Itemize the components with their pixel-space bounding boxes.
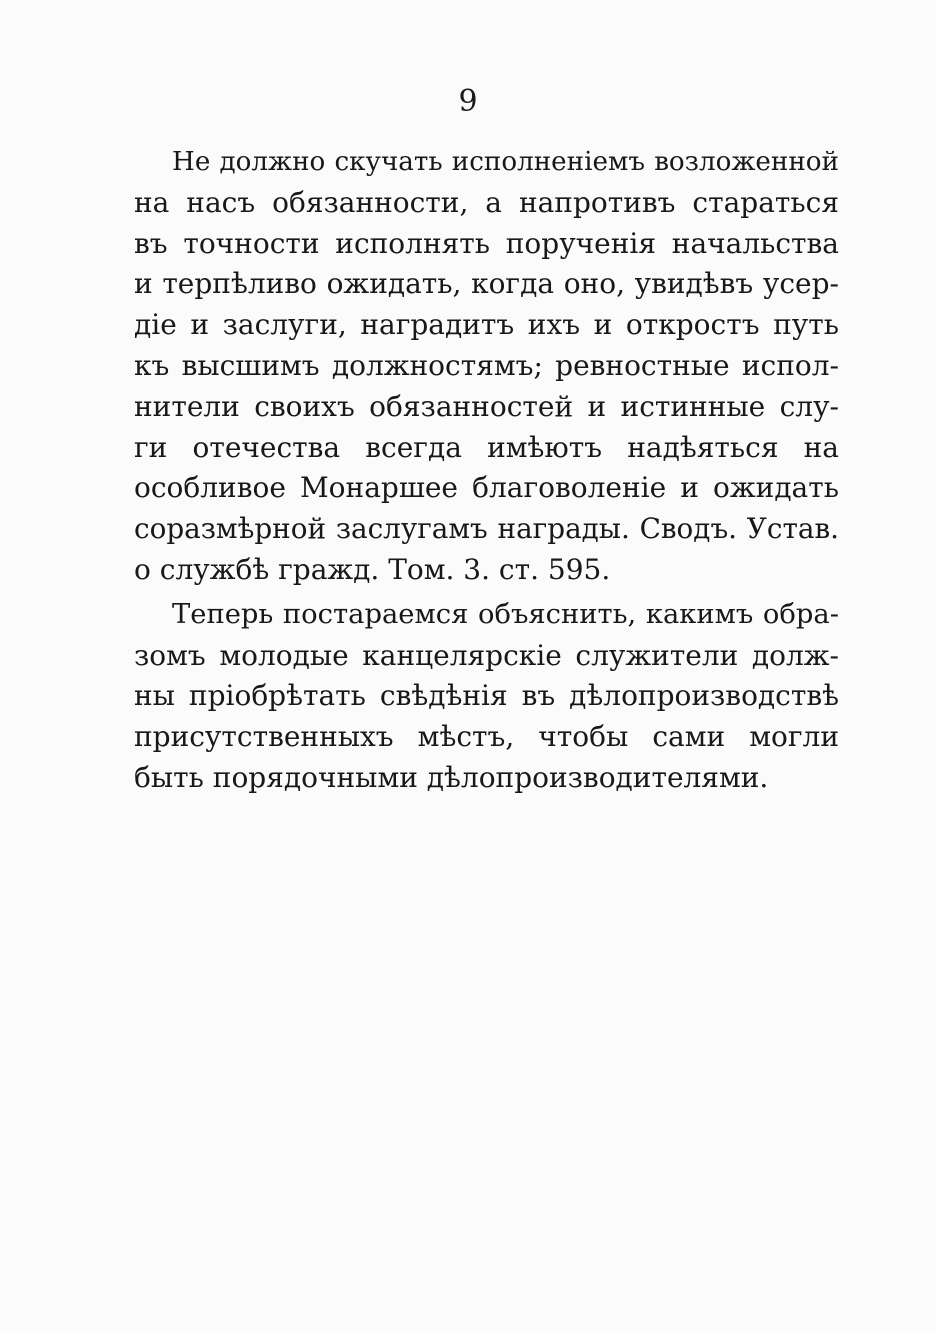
text-line: Теперь постараемся объяснить, какимъ обра-: [172, 598, 839, 630]
text-line: Не должно скучать исполненіемъ возложенной: [172, 147, 839, 177]
text-line: ги отечества всегда имѣютъ надѣяться на: [134, 430, 839, 464]
paragraph-1: [134, 142, 839, 591]
text-line: о службѣ гражд. Том. 3. ст. 595.: [134, 552, 611, 586]
text-line: зомъ молодые канцелярскіе служители долж-: [134, 638, 839, 672]
text-line: къ высшимъ должностямъ; ревностные испол-: [134, 348, 839, 382]
text-line: діе и заслуги, наградитъ ихъ и откростъ путь: [134, 308, 839, 342]
text-line: нители своихъ обязанностей и истинные слу-: [134, 389, 839, 423]
text-line: въ точности исполнять порученія начальства: [134, 226, 839, 260]
text-line: особливое Монаршее благоволеніе и ожидать: [134, 471, 839, 505]
body-text: [134, 142, 839, 799]
text-line: присутственныхъ мѣстъ, чтобы сами могли: [134, 720, 839, 754]
text-line: ны пріобрѣтать свѣдѣнія въ дѣлопроизводствѣ: [134, 679, 839, 713]
text-line: быть порядочными дѣлопроизводителями.: [134, 760, 769, 794]
text-line: на насъ обязанности, а напротивъ стараться: [134, 185, 839, 219]
page-number: 9: [458, 84, 478, 119]
paragraph-2: [134, 595, 839, 799]
text-line: и терпѣливо ожидать, когда оно, увидѣвъ усер-: [134, 267, 839, 301]
text-line: соразмѣрной заслугамъ награды. Сводъ. Устав.: [134, 512, 839, 546]
